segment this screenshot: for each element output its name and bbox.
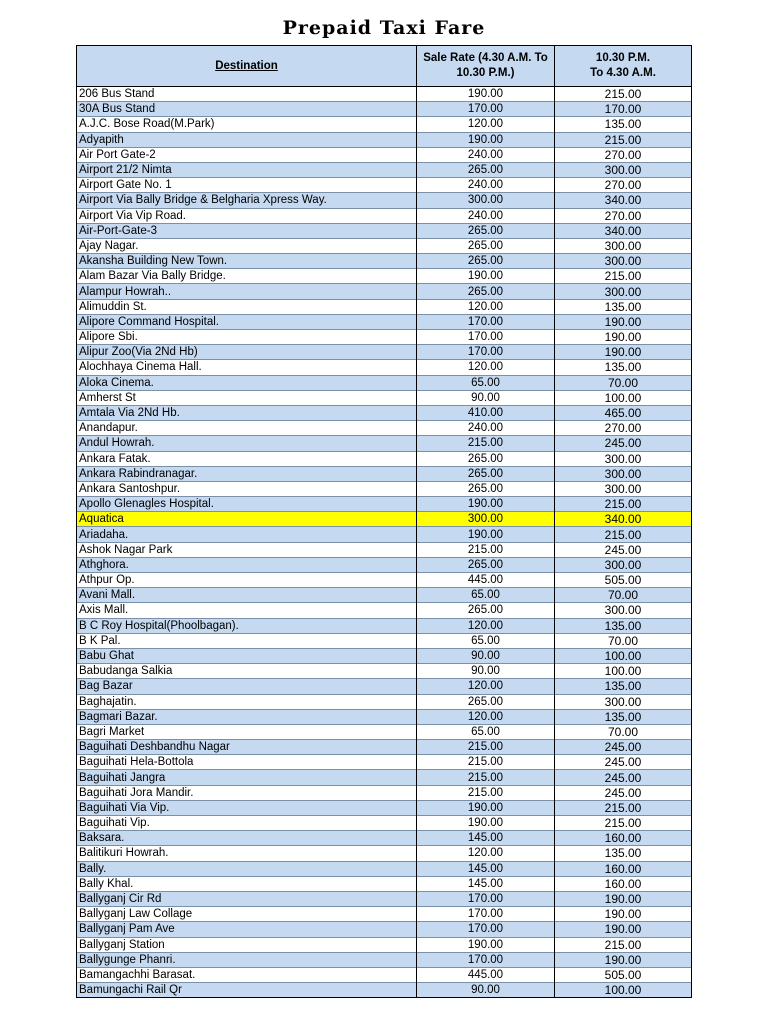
night-rate-cell: 70.00 bbox=[555, 724, 692, 739]
table-row bbox=[77, 740, 692, 755]
day-rate-cell: 190.00 bbox=[417, 132, 555, 147]
night-rate-cell: 70.00 bbox=[555, 588, 692, 603]
night-rate-cell: 190.00 bbox=[555, 345, 692, 360]
day-rate-cell: 170.00 bbox=[417, 330, 555, 345]
night-rate-cell: 215.00 bbox=[555, 937, 692, 952]
night-rate-cell: 270.00 bbox=[555, 147, 692, 162]
page-title: Prepaid Taxi Fare bbox=[282, 17, 486, 39]
fare-table bbox=[76, 45, 692, 998]
night-rate-cell: 245.00 bbox=[555, 436, 692, 451]
day-rate-cell: 445.00 bbox=[417, 967, 555, 982]
table-row bbox=[77, 314, 692, 329]
destination-cell: Bag Bazar bbox=[77, 679, 417, 694]
day-rate-cell: 90.00 bbox=[417, 390, 555, 405]
destination-cell: Apollo Glenagles Hospital. bbox=[77, 497, 417, 512]
header-row bbox=[77, 46, 692, 87]
table-row bbox=[77, 922, 692, 937]
destination-cell: Ankara Rabindranagar. bbox=[77, 466, 417, 481]
table-row bbox=[77, 891, 692, 906]
table-row bbox=[77, 223, 692, 238]
night-rate-cell: 505.00 bbox=[555, 967, 692, 982]
table-row bbox=[77, 679, 692, 694]
table-row bbox=[77, 633, 692, 648]
night-rate-cell: 190.00 bbox=[555, 922, 692, 937]
night-rate-cell: 270.00 bbox=[555, 421, 692, 436]
destination-cell: Air Port Gate-2 bbox=[77, 147, 417, 162]
destination-cell: A.J.C. Bose Road(M.Park) bbox=[77, 117, 417, 132]
table-row bbox=[77, 846, 692, 861]
day-rate-cell: 65.00 bbox=[417, 375, 555, 390]
night-rate-cell: 245.00 bbox=[555, 770, 692, 785]
table-row bbox=[77, 573, 692, 588]
destination-cell: Ballygunge Phanri. bbox=[77, 952, 417, 967]
night-rate-cell: 170.00 bbox=[555, 102, 692, 117]
night-rate-cell: 245.00 bbox=[555, 755, 692, 770]
day-rate-cell: 90.00 bbox=[417, 664, 555, 679]
destination-cell: Bagmari Bazar. bbox=[77, 709, 417, 724]
night-rate-cell: 190.00 bbox=[555, 907, 692, 922]
night-rate-cell: 135.00 bbox=[555, 679, 692, 694]
destination-cell: Babu Ghat bbox=[77, 648, 417, 663]
destination-cell: Alipur Zoo(Via 2Nd Hb) bbox=[77, 345, 417, 360]
day-rate-cell: 410.00 bbox=[417, 405, 555, 420]
table-row bbox=[77, 724, 692, 739]
destination-cell: Alipore Command Hospital. bbox=[77, 314, 417, 329]
table-row bbox=[77, 132, 692, 147]
day-rate-cell: 120.00 bbox=[417, 679, 555, 694]
table-row bbox=[77, 193, 692, 208]
day-rate-cell: 120.00 bbox=[417, 846, 555, 861]
night-rate-cell: 215.00 bbox=[555, 87, 692, 102]
day-rate-cell: 145.00 bbox=[417, 831, 555, 846]
destination-cell: Ariadaha. bbox=[77, 527, 417, 542]
day-rate-cell: 170.00 bbox=[417, 314, 555, 329]
day-rate-cell: 90.00 bbox=[417, 983, 555, 998]
table-row bbox=[77, 390, 692, 405]
table-row bbox=[77, 709, 692, 724]
day-rate-cell: 120.00 bbox=[417, 117, 555, 132]
destination-cell: Baguihati Jora Mandir. bbox=[77, 785, 417, 800]
night-rate-cell: 135.00 bbox=[555, 709, 692, 724]
destination-cell: Airport 21/2 Nimta bbox=[77, 162, 417, 177]
table-row bbox=[77, 967, 692, 982]
night-rate-cell: 190.00 bbox=[555, 314, 692, 329]
day-rate-cell: 190.00 bbox=[417, 816, 555, 831]
destination-cell: Ashok Nagar Park bbox=[77, 542, 417, 557]
night-rate-cell: 100.00 bbox=[555, 664, 692, 679]
destination-cell: 30A Bus Stand bbox=[77, 102, 417, 117]
night-rate-cell: 215.00 bbox=[555, 816, 692, 831]
destination-cell: 206 Bus Stand bbox=[77, 87, 417, 102]
destination-cell: Alampur Howrah.. bbox=[77, 284, 417, 299]
day-rate-cell: 265.00 bbox=[417, 557, 555, 572]
table-row bbox=[77, 345, 692, 360]
day-rate-cell: 240.00 bbox=[417, 421, 555, 436]
night-rate-cell: 300.00 bbox=[555, 254, 692, 269]
night-rate-cell: 190.00 bbox=[555, 330, 692, 345]
table-row bbox=[77, 618, 692, 633]
destination-cell: Airport Via Bally Bridge & Belgharia Xpress Way. bbox=[77, 193, 417, 208]
night-rate-cell: 160.00 bbox=[555, 861, 692, 876]
night-rate-cell: 300.00 bbox=[555, 481, 692, 496]
destination-header-label: Destination bbox=[215, 59, 278, 72]
day-rate-cell: 170.00 bbox=[417, 922, 555, 937]
table-row bbox=[77, 421, 692, 436]
table-row bbox=[77, 527, 692, 542]
table-row bbox=[77, 147, 692, 162]
destination-cell: Andul Howrah. bbox=[77, 436, 417, 451]
night-rate-cell: 100.00 bbox=[555, 648, 692, 663]
table-row bbox=[77, 770, 692, 785]
destination-cell: Ballyganj Station bbox=[77, 937, 417, 952]
table-row bbox=[77, 238, 692, 253]
table-row bbox=[77, 816, 692, 831]
destination-cell: Alipore Sbi. bbox=[77, 330, 417, 345]
night-rate-cell: 300.00 bbox=[555, 162, 692, 177]
destination-cell: B C Roy Hospital(Phoolbagan). bbox=[77, 618, 417, 633]
night-rate-cell: 160.00 bbox=[555, 876, 692, 891]
fare-table-body bbox=[77, 87, 692, 998]
table-row bbox=[77, 497, 692, 512]
table-row bbox=[77, 952, 692, 967]
day-rate-cell: 65.00 bbox=[417, 724, 555, 739]
destination-cell: Bally. bbox=[77, 861, 417, 876]
day-rate-cell: 120.00 bbox=[417, 618, 555, 633]
destination-cell: Ballyganj Law Collage bbox=[77, 907, 417, 922]
night-rate-cell: 245.00 bbox=[555, 740, 692, 755]
night-rate-cell: 100.00 bbox=[555, 983, 692, 998]
night-rate-cell: 505.00 bbox=[555, 573, 692, 588]
night-rate-cell: 190.00 bbox=[555, 891, 692, 906]
night-rate-cell: 215.00 bbox=[555, 527, 692, 542]
destination-cell: Ballyganj Pam Ave bbox=[77, 922, 417, 937]
day-rate-cell: 265.00 bbox=[417, 254, 555, 269]
night-rate-cell: 300.00 bbox=[555, 466, 692, 481]
night-rate-cell: 340.00 bbox=[555, 223, 692, 238]
table-row bbox=[77, 861, 692, 876]
day-rate-cell: 240.00 bbox=[417, 178, 555, 193]
table-row bbox=[77, 436, 692, 451]
table-row bbox=[77, 937, 692, 952]
day-rate-cell: 190.00 bbox=[417, 497, 555, 512]
destination-cell: Air-Port-Gate-3 bbox=[77, 223, 417, 238]
destination-cell: Baguihati Jangra bbox=[77, 770, 417, 785]
day-rate-cell: 170.00 bbox=[417, 907, 555, 922]
table-row bbox=[77, 330, 692, 345]
table-row bbox=[77, 983, 692, 998]
destination-cell: Balitikuri Howrah. bbox=[77, 846, 417, 861]
table-row bbox=[77, 481, 692, 496]
table-row bbox=[77, 648, 692, 663]
day-rate-cell: 170.00 bbox=[417, 345, 555, 360]
day-rate-cell: 90.00 bbox=[417, 648, 555, 663]
day-rate-cell: 240.00 bbox=[417, 208, 555, 223]
destination-header bbox=[77, 46, 417, 87]
day-rate-header-line2: 10.30 P.M.) bbox=[456, 67, 515, 79]
destination-cell: Ajay Nagar. bbox=[77, 238, 417, 253]
table-row bbox=[77, 557, 692, 572]
day-rate-cell: 215.00 bbox=[417, 770, 555, 785]
table-row bbox=[77, 588, 692, 603]
destination-cell: Aquatica bbox=[77, 512, 417, 527]
day-rate-cell: 170.00 bbox=[417, 952, 555, 967]
day-rate-cell: 120.00 bbox=[417, 299, 555, 314]
day-rate-cell: 215.00 bbox=[417, 436, 555, 451]
night-rate-cell: 135.00 bbox=[555, 846, 692, 861]
destination-cell: Akansha Building New Town. bbox=[77, 254, 417, 269]
day-rate-cell: 65.00 bbox=[417, 588, 555, 603]
day-rate-cell: 265.00 bbox=[417, 223, 555, 238]
night-rate-cell: 70.00 bbox=[555, 375, 692, 390]
day-rate-cell: 265.00 bbox=[417, 481, 555, 496]
night-rate-cell: 270.00 bbox=[555, 178, 692, 193]
day-rate-cell: 190.00 bbox=[417, 269, 555, 284]
table-row bbox=[77, 360, 692, 375]
day-rate-cell: 240.00 bbox=[417, 147, 555, 162]
table-row bbox=[77, 405, 692, 420]
day-rate-cell: 265.00 bbox=[417, 466, 555, 481]
day-rate-cell: 265.00 bbox=[417, 162, 555, 177]
destination-cell: Avani Mall. bbox=[77, 588, 417, 603]
destination-cell: Baghajatin. bbox=[77, 694, 417, 709]
night-rate-cell: 300.00 bbox=[555, 451, 692, 466]
destination-cell: Bamangachhi Barasat. bbox=[77, 967, 417, 982]
day-rate-cell: 190.00 bbox=[417, 87, 555, 102]
night-rate-cell: 300.00 bbox=[555, 284, 692, 299]
day-rate-cell: 190.00 bbox=[417, 527, 555, 542]
day-rate-cell: 265.00 bbox=[417, 451, 555, 466]
night-rate-cell: 340.00 bbox=[555, 512, 692, 527]
table-row bbox=[77, 102, 692, 117]
day-rate-cell: 65.00 bbox=[417, 633, 555, 648]
table-row bbox=[77, 254, 692, 269]
night-rate-cell: 300.00 bbox=[555, 694, 692, 709]
night-rate-cell: 465.00 bbox=[555, 405, 692, 420]
night-rate-header bbox=[555, 46, 692, 87]
night-rate-cell: 300.00 bbox=[555, 238, 692, 253]
night-rate-cell: 70.00 bbox=[555, 633, 692, 648]
day-rate-cell: 445.00 bbox=[417, 573, 555, 588]
day-rate-cell: 145.00 bbox=[417, 861, 555, 876]
night-rate-cell: 215.00 bbox=[555, 800, 692, 815]
table-row bbox=[77, 800, 692, 815]
night-rate-cell: 270.00 bbox=[555, 208, 692, 223]
day-rate-cell: 120.00 bbox=[417, 709, 555, 724]
day-rate-cell: 190.00 bbox=[417, 937, 555, 952]
day-rate-cell: 190.00 bbox=[417, 800, 555, 815]
destination-cell: Airport Gate No. 1 bbox=[77, 178, 417, 193]
night-rate-cell: 135.00 bbox=[555, 299, 692, 314]
table-row bbox=[77, 542, 692, 557]
destination-cell: Athpur Op. bbox=[77, 573, 417, 588]
night-rate-cell: 100.00 bbox=[555, 390, 692, 405]
table-row bbox=[77, 375, 692, 390]
destination-cell: Ballyganj Cir Rd bbox=[77, 891, 417, 906]
day-rate-cell: 215.00 bbox=[417, 542, 555, 557]
table-row bbox=[77, 694, 692, 709]
night-rate-header-line1: 10.30 P.M. bbox=[595, 52, 651, 64]
destination-cell: Airport Via Vip Road. bbox=[77, 208, 417, 223]
table-row bbox=[77, 466, 692, 481]
destination-cell: B K Pal. bbox=[77, 633, 417, 648]
destination-cell: Athghora. bbox=[77, 557, 417, 572]
destination-cell: Baguihati Deshbandhu Nagar bbox=[77, 740, 417, 755]
day-rate-cell: 145.00 bbox=[417, 876, 555, 891]
table-row bbox=[77, 178, 692, 193]
destination-cell: Babudanga Salkia bbox=[77, 664, 417, 679]
night-rate-cell: 190.00 bbox=[555, 952, 692, 967]
night-rate-cell: 215.00 bbox=[555, 132, 692, 147]
night-rate-cell: 135.00 bbox=[555, 360, 692, 375]
table-row bbox=[77, 299, 692, 314]
night-rate-cell: 160.00 bbox=[555, 831, 692, 846]
day-rate-header-line1: Sale Rate (4.30 A.M. To bbox=[423, 52, 548, 64]
destination-cell: Bagri Market bbox=[77, 724, 417, 739]
table-row bbox=[77, 664, 692, 679]
destination-cell: Baguihati Hela-Bottola bbox=[77, 755, 417, 770]
destination-cell: Anandapur. bbox=[77, 421, 417, 436]
destination-cell: Axis Mall. bbox=[77, 603, 417, 618]
day-rate-cell: 300.00 bbox=[417, 193, 555, 208]
table-row bbox=[77, 755, 692, 770]
table-row bbox=[77, 785, 692, 800]
table-row bbox=[77, 451, 692, 466]
table-row bbox=[77, 512, 692, 527]
destination-cell: Baguihati Via Vip. bbox=[77, 800, 417, 815]
day-rate-cell: 265.00 bbox=[417, 238, 555, 253]
destination-cell: Alochhaya Cinema Hall. bbox=[77, 360, 417, 375]
table-row bbox=[77, 603, 692, 618]
destination-cell: Alam Bazar Via Bally Bridge. bbox=[77, 269, 417, 284]
night-rate-cell: 300.00 bbox=[555, 603, 692, 618]
table-row bbox=[77, 831, 692, 846]
day-rate-cell: 215.00 bbox=[417, 755, 555, 770]
night-rate-cell: 135.00 bbox=[555, 117, 692, 132]
table-row bbox=[77, 284, 692, 299]
destination-cell: Baksara. bbox=[77, 831, 417, 846]
night-rate-cell: 135.00 bbox=[555, 618, 692, 633]
night-rate-cell: 245.00 bbox=[555, 785, 692, 800]
table-row bbox=[77, 907, 692, 922]
destination-cell: Ankara Fatak. bbox=[77, 451, 417, 466]
day-rate-cell: 170.00 bbox=[417, 102, 555, 117]
night-rate-cell: 300.00 bbox=[555, 557, 692, 572]
day-rate-cell: 170.00 bbox=[417, 891, 555, 906]
night-rate-cell: 245.00 bbox=[555, 542, 692, 557]
destination-cell: Amtala Via 2Nd Hb. bbox=[77, 405, 417, 420]
destination-cell: Amherst St bbox=[77, 390, 417, 405]
table-row bbox=[77, 208, 692, 223]
day-rate-cell: 265.00 bbox=[417, 694, 555, 709]
destination-cell: Alimuddin St. bbox=[77, 299, 417, 314]
day-rate-cell: 300.00 bbox=[417, 512, 555, 527]
destination-cell: Bamungachi Rail Qr bbox=[77, 983, 417, 998]
table-row bbox=[77, 87, 692, 102]
day-rate-cell: 120.00 bbox=[417, 360, 555, 375]
destination-cell: Adyapith bbox=[77, 132, 417, 147]
table-row bbox=[77, 876, 692, 891]
night-rate-cell: 215.00 bbox=[555, 269, 692, 284]
destination-cell: Aloka Cinema. bbox=[77, 375, 417, 390]
night-rate-header-line2: To 4.30 A.M. bbox=[590, 67, 656, 79]
night-rate-cell: 340.00 bbox=[555, 193, 692, 208]
table-row bbox=[77, 269, 692, 284]
day-rate-cell: 265.00 bbox=[417, 284, 555, 299]
destination-cell: Baguihati Vip. bbox=[77, 816, 417, 831]
destination-cell: Ankara Santoshpur. bbox=[77, 481, 417, 496]
day-rate-cell: 215.00 bbox=[417, 740, 555, 755]
table-row bbox=[77, 162, 692, 177]
day-rate-header bbox=[417, 46, 555, 87]
night-rate-cell: 215.00 bbox=[555, 497, 692, 512]
table-row bbox=[77, 117, 692, 132]
destination-cell: Bally Khal. bbox=[77, 876, 417, 891]
day-rate-cell: 265.00 bbox=[417, 603, 555, 618]
day-rate-cell: 215.00 bbox=[417, 785, 555, 800]
